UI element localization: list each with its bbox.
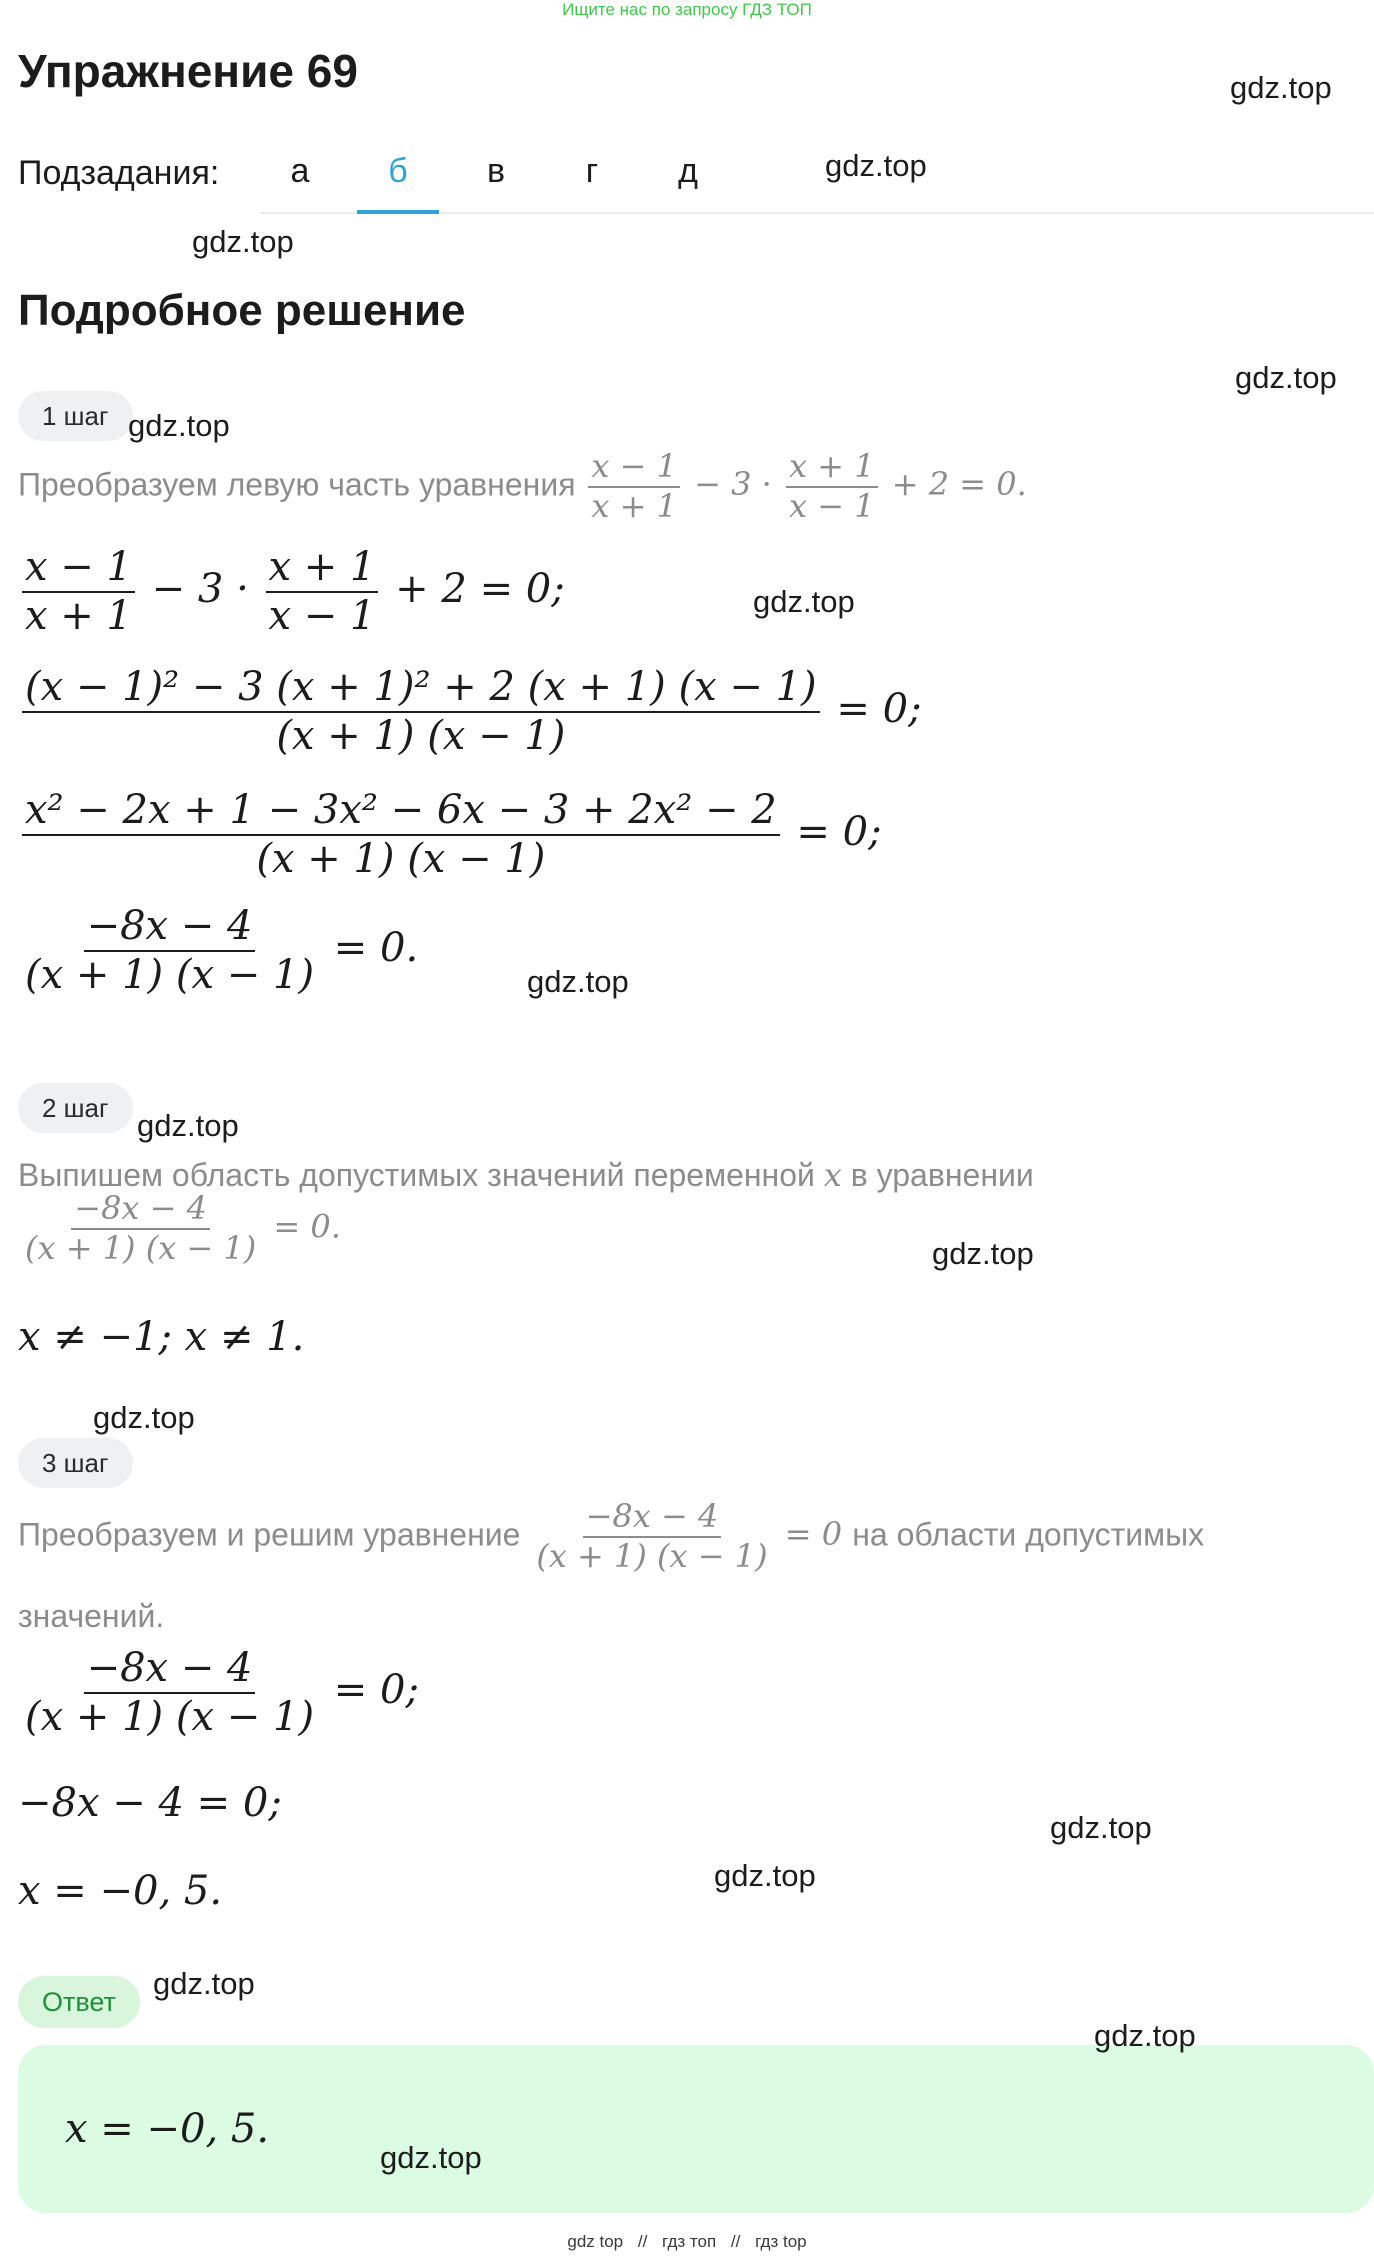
step-3-text (18, 1498, 1204, 1576)
footer-links (0, 2232, 1374, 2252)
tab-d[interactable]: д (678, 152, 698, 190)
step-3-line-1 (18, 1645, 419, 1741)
watermark: gdz.top (714, 1858, 816, 1893)
footer-link[interactable]: gdz top (567, 2232, 624, 2251)
step-2-result: x ≠ −1; x ≠ 1. (18, 1314, 305, 1360)
watermark: gdz.top (128, 408, 230, 443)
footer-separator: // (637, 2232, 648, 2251)
step-3-line-3: x = −0, 5. (18, 1868, 223, 1914)
step-3-line-2: −8x − 4 = 0; (18, 1780, 282, 1826)
fraction-numerator: x − 1 (22, 544, 135, 593)
watermark: gdz.top (527, 964, 629, 999)
fraction-numerator: −8x − 4 (71, 1190, 210, 1230)
step-badge: 3 шаг (18, 1438, 133, 1488)
watermark: gdz.top (825, 148, 927, 183)
equation-tail: = 0 (784, 1515, 843, 1554)
fraction-numerator: −8x − 4 (84, 1645, 256, 1694)
watermark: gdz.top (753, 584, 855, 619)
step-1-line-3 (18, 787, 882, 883)
equation-tail: + 2 = 0. (891, 465, 1027, 504)
tab-b[interactable]: б (357, 152, 439, 214)
fraction-denominator: x − 1 (268, 593, 376, 640)
footer-link[interactable]: гдз топ (662, 2232, 717, 2251)
fraction-numerator: x + 1 (266, 544, 379, 593)
answer-value: x = −0, 5. (65, 2106, 270, 2152)
step-2-variable: x (823, 1156, 842, 1194)
footer-separator: // (730, 2232, 741, 2251)
subtasks-label: Подзадания: (18, 154, 220, 192)
fraction-denominator: x + 1 (591, 486, 677, 525)
watermark: gdz.top (1235, 360, 1337, 395)
equation-operator: − 3 · (151, 566, 249, 613)
watermark: gdz.top (1094, 2018, 1196, 2053)
step-3-inline-equation (529, 1497, 852, 1575)
watermark: gdz.top (93, 1400, 195, 1435)
fraction-numerator: x² − 2x + 1 − 3x² − 6x − 3 + 2x² − 2 (22, 787, 780, 836)
top-banner: Ищите нас по запросу ГДЗ ТОП (562, 0, 812, 19)
fraction-denominator: (x + 1) (x − 1) (25, 952, 315, 999)
equation-tail: = 0; (796, 809, 882, 856)
fraction-denominator: (x + 1) (x − 1) (256, 836, 546, 883)
equation-tail: = 0; (333, 1667, 419, 1714)
step-1-text (18, 448, 1027, 526)
fraction-numerator: −8x − 4 (583, 1498, 722, 1538)
fraction-denominator: (x + 1) (x − 1) (25, 1694, 315, 1741)
step-3-text-before: Преобразуем и решим уравнение (18, 1516, 521, 1553)
equation-tail: = 0. (273, 1207, 341, 1246)
step-2-text-before: Выпишем область допустимых значений переменной (18, 1157, 815, 1193)
page-title: Упражнение 69 (18, 45, 358, 97)
equation-tail: = 0; (836, 686, 922, 733)
step-badge: 1 шаг (18, 391, 133, 441)
equation-tail: + 2 = 0; (395, 566, 565, 613)
tab-v[interactable]: в (486, 152, 506, 190)
watermark: gdz.top (192, 224, 294, 259)
fraction-denominator: (x + 1) (x − 1) (536, 1536, 768, 1575)
fraction-denominator: (x + 1) (x − 1) (276, 713, 566, 760)
equation-tail: = 0. (333, 925, 419, 972)
step-3-text-line-2: значений. (18, 1598, 165, 1634)
equation-operator: − 3 · (694, 465, 772, 504)
fraction-denominator: x − 1 (789, 486, 875, 525)
section-title: Подробное решение (18, 286, 466, 335)
fraction-numerator: x + 1 (786, 448, 878, 488)
tab-g[interactable]: г (585, 152, 599, 190)
step-1-line-2 (18, 664, 922, 760)
watermark: gdz.top (153, 1966, 255, 2001)
watermark: gdz.top (932, 1236, 1034, 1271)
step-1-line-1 (18, 544, 565, 640)
fraction-denominator: (x + 1) (x − 1) (25, 1228, 257, 1267)
step-2-text-after: в уравнении (850, 1157, 1034, 1193)
step-badge: 2 шаг (18, 1083, 133, 1133)
watermark: gdz.top (137, 1108, 239, 1143)
tab-a[interactable]: а (290, 152, 310, 190)
fraction-numerator: −8x − 4 (84, 903, 256, 952)
step-1-intro-equation (584, 447, 1027, 525)
fraction-denominator: x + 1 (25, 593, 132, 640)
fraction-numerator: (x − 1)² − 3 (x + 1)² + 2 (x + 1) (x − 1) (22, 664, 820, 713)
step-1-line-4 (18, 903, 418, 999)
step-1-text-label: Преобразуем левую часть уравнения (18, 466, 576, 503)
step-2-equation (18, 1190, 341, 1268)
watermark: gdz.top (380, 2140, 482, 2175)
step-3-text-after: на области допустимых (852, 1516, 1205, 1553)
fraction-numerator: x − 1 (588, 448, 680, 488)
watermark: gdz.top (1230, 70, 1332, 105)
footer-link[interactable]: гдз top (755, 2232, 807, 2251)
answer-badge: Ответ (18, 1976, 140, 2028)
watermark: gdz.top (1050, 1810, 1152, 1845)
